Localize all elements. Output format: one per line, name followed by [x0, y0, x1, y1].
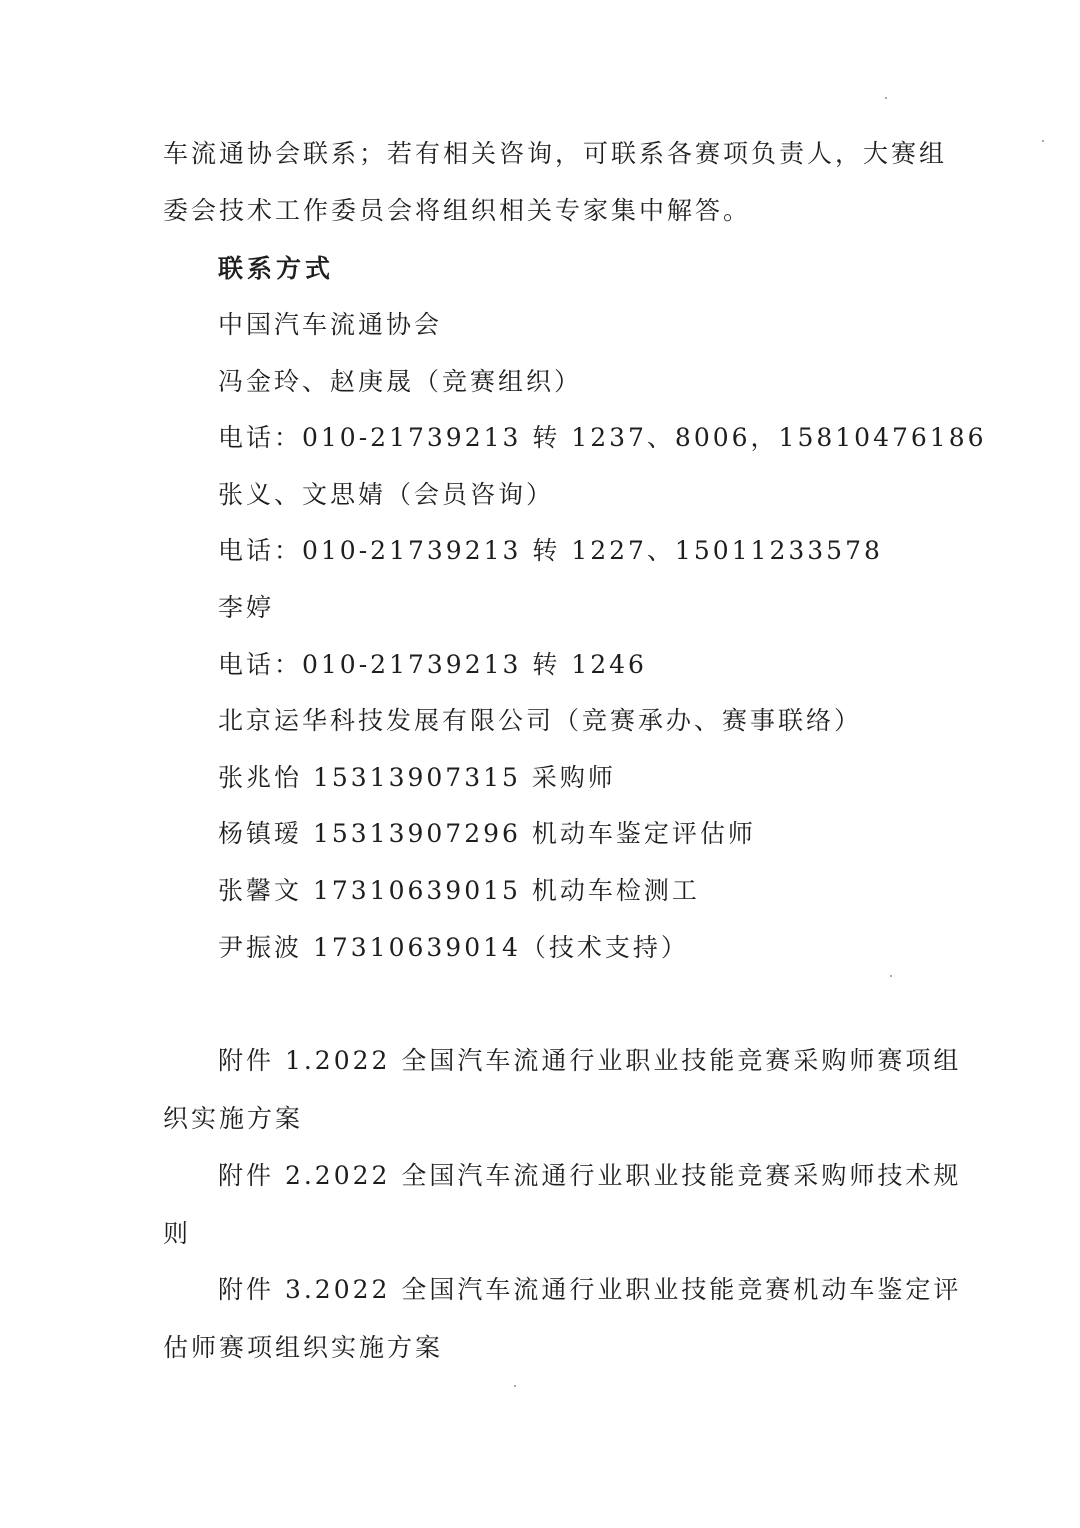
- contact-line: 张兆怡 15313907315 采购师: [218, 763, 616, 792]
- contact-line: 李婷: [218, 593, 275, 622]
- attachment-2-line-1: 附件 2.2022 全国汽车流通行业职业技能竞赛采购师技术规: [218, 1161, 962, 1190]
- contact-line: 中国汽车流通协会: [218, 310, 443, 339]
- scan-speck: [514, 1385, 516, 1387]
- contact-line: 电话：010-21739213 转 1227、15011233578: [218, 536, 883, 565]
- scan-speck: [885, 97, 887, 99]
- contact-line: 电话：010-21739213 转 1246: [218, 650, 647, 679]
- contact-line: 尹振波 17310639014（技术支持）: [218, 933, 689, 962]
- contact-line: 电话：010-21739213 转 1237、8006，15810476186: [218, 423, 987, 452]
- attachment-1-line-1: 附件 1.2022 全国汽车流通行业职业技能竞赛采购师赛项组: [218, 1046, 962, 1075]
- attachment-3-line-1: 附件 3.2022 全国汽车流通行业职业技能竞赛机动车鉴定评: [218, 1275, 962, 1304]
- contact-line: 北京运华科技发展有限公司（竞赛承办、赛事联络）: [218, 706, 863, 735]
- attachment-1-line-2: 织实施方案: [163, 1104, 304, 1133]
- contact-line: 张义、文思婧（会员咨询）: [218, 480, 555, 509]
- attachment-2-line-2: 则: [163, 1219, 192, 1248]
- intro-line-2: 委会技术工作委员会将组织相关专家集中解答。: [163, 196, 752, 225]
- intro-line-1: 车流通协会联系；若有相关咨询，可联系各赛项负责人，大赛组: [163, 139, 948, 168]
- scan-speck: [890, 975, 892, 977]
- contact-line: 冯金玲、赵庚晟（竞赛组织）: [218, 367, 583, 396]
- contact-line: 张馨文 17310639015 机动车检测工: [218, 876, 700, 905]
- scan-speck: [1042, 140, 1044, 142]
- contact-line: 杨镇瑷 15313907296 机动车鉴定评估师: [218, 819, 756, 848]
- contact-heading: 联系方式: [218, 254, 335, 283]
- attachment-3-line-2: 估师赛项组织实施方案: [163, 1333, 444, 1362]
